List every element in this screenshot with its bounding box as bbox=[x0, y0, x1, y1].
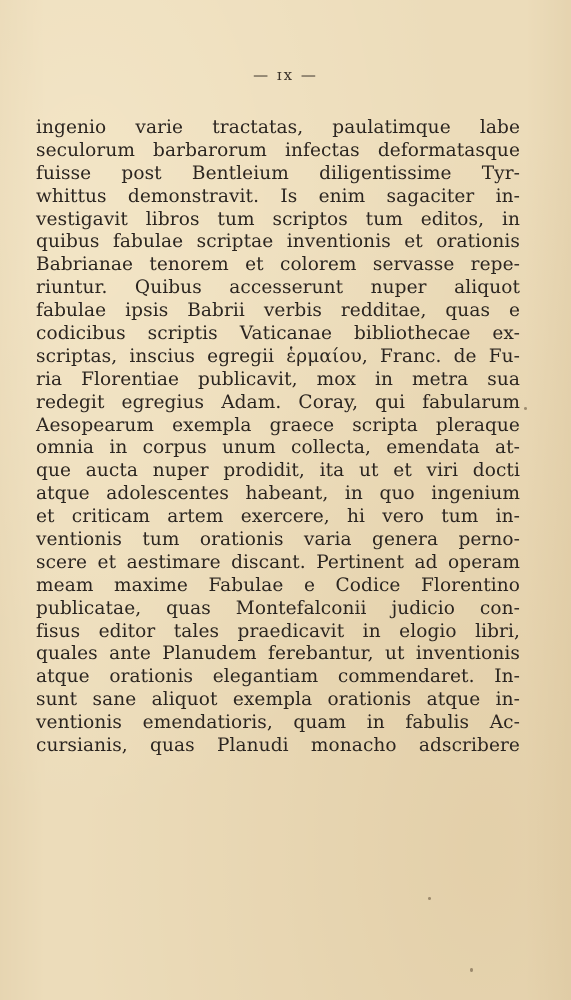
text-line: quibus fabulae scriptae inventionis et orationis bbox=[36, 231, 520, 253]
text-line: ventionis tum orationis varia genera perno- bbox=[36, 529, 520, 551]
text-line: vestigavit libros tum scriptos tum editos, in bbox=[36, 208, 520, 230]
paper-speck bbox=[428, 897, 431, 900]
text-line: Aesopearum exempla graece scripta pleraque bbox=[36, 414, 520, 436]
paper-speck bbox=[470, 968, 473, 972]
text-line: riuntur. Quibus accesserunt nuper aliquot bbox=[36, 277, 520, 299]
paper-speck bbox=[524, 407, 527, 410]
text-line: et criticam artem exercere, hi vero tum in- bbox=[36, 506, 520, 528]
text-line: ria Florentiae publicavit, mox in metra sua bbox=[36, 368, 520, 390]
text-line: fuisse post Bentleium diligentissime Tyr- bbox=[36, 162, 520, 184]
body-text bbox=[36, 117, 520, 758]
text-line: fabulae ipsis Babrii verbis redditae, quas e bbox=[36, 300, 520, 322]
text-line: quales ante Planudem ferebantur, ut inventionis bbox=[36, 643, 520, 665]
text-line: meam maxime Fabulae e Codice Florentino bbox=[36, 574, 520, 596]
text-line: ventionis emendatioris, quam in fabulis Ac- bbox=[36, 712, 520, 734]
text-line: atque orationis elegantiam commendaret. In- bbox=[36, 666, 520, 688]
text-line: whittus demonstravit. Is enim sagaciter in- bbox=[36, 185, 520, 207]
text-line: seculorum barbarorum infectas deformatasque bbox=[36, 139, 520, 161]
text-line: codicibus scriptis Vaticanae bibliothecae ex- bbox=[36, 323, 520, 345]
page-number: — ɪx — bbox=[253, 66, 318, 84]
text-line: Babrianae tenorem et colorem servasse repe- bbox=[36, 254, 520, 276]
text-line: que aucta nuper prodidit, ita ut et viri docti bbox=[36, 460, 520, 482]
text-line: omnia in corpus unum collecta, emendata at- bbox=[36, 437, 520, 459]
text-line: scriptas, inscius egregii ἑρμαίου, Franc. de Fu- bbox=[36, 345, 520, 367]
text-line: ingenio varie tractatas, paulatimque labe bbox=[36, 117, 520, 138]
text-line: scere et aestimare discant. Pertinent ad operam bbox=[36, 551, 520, 573]
text-line: sunt sane aliquot exempla orationis atque in- bbox=[36, 689, 520, 711]
text-line: publicatae, quas Montefalconii judicio con- bbox=[36, 597, 520, 619]
text-line: fisus editor tales praedicavit in elogio libri, bbox=[36, 620, 520, 642]
text-line: cursianis, quas Planudi monacho adscribere bbox=[36, 735, 520, 757]
text-line: atque adolescentes habeant, in quo ingenium bbox=[36, 483, 520, 505]
text-line: redegit egregius Adam. Coray, qui fabularum bbox=[36, 391, 520, 413]
